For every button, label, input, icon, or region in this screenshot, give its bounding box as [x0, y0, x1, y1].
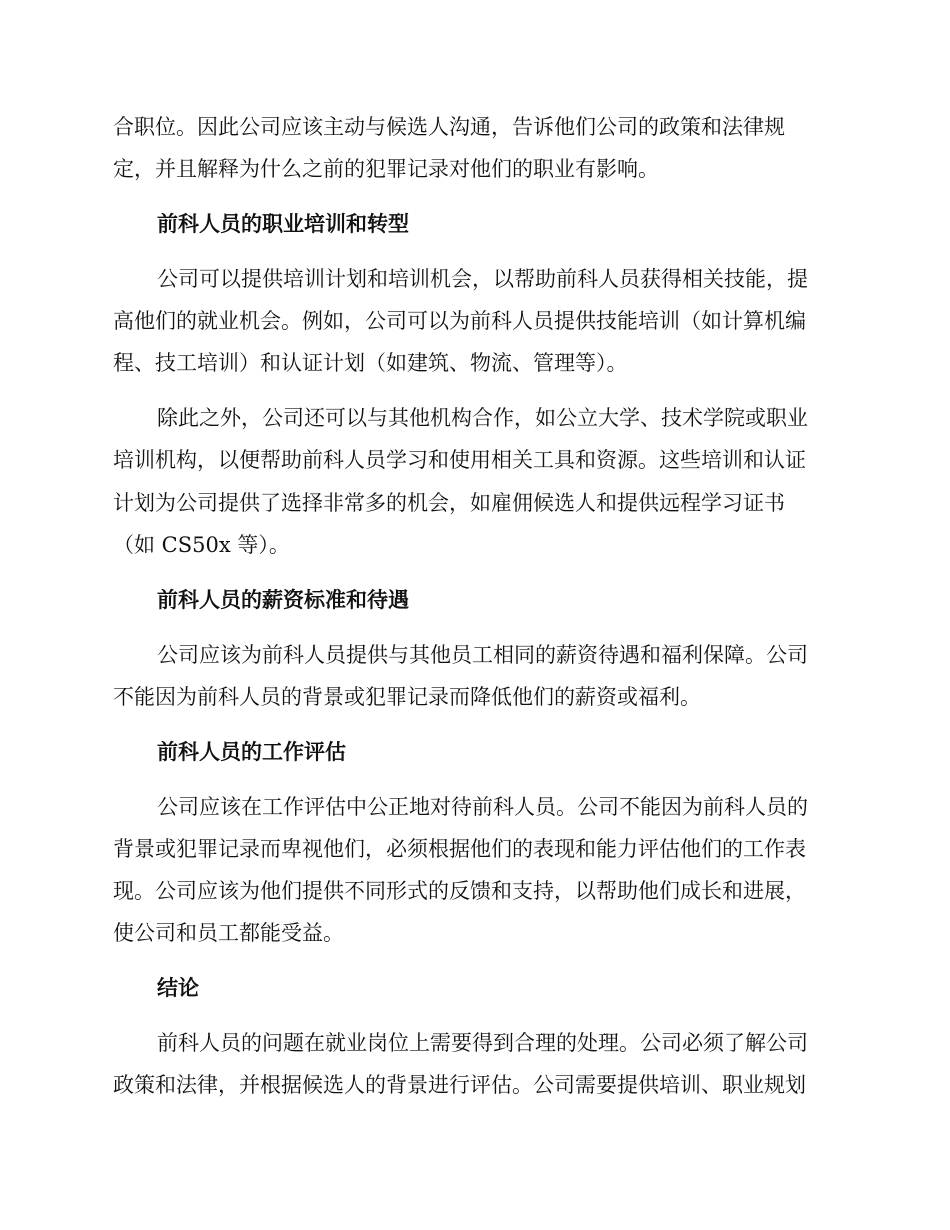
section-heading-evaluation: 前科人员的工作评估: [157, 739, 346, 764]
section-heading-training: 前科人员的职业培训和转型: [157, 211, 409, 236]
text-line: 定，并且解释为什么之前的犯罪记录对他们的职业有影响。: [113, 157, 659, 181]
text-line: 公司应该为前科人员提供与其他员工相同的薪资待遇和福利保障。公司: [157, 643, 808, 667]
text-line: 合职位。因此公司应该主动与候选人沟通，告诉他们公司的政策和法律规: [113, 115, 785, 139]
section-heading-salary: 前科人员的薪资标准和待遇: [157, 587, 409, 612]
text-line: 程、技工培训）和认证计划（如建筑、物流、管理等）。: [113, 351, 628, 375]
text-line: 现。公司应该为他们提供不同形式的反馈和支持，以帮助他们成长和进展，: [113, 879, 806, 903]
text-line: 前科人员的问题在就业岗位上需要得到合理的处理。公司必须了解公司: [157, 1031, 808, 1055]
text-line: 公司应该在工作评估中公正地对待前科人员。公司不能因为前科人员的: [157, 795, 808, 819]
text-line: （如 CS50x 等）。: [113, 533, 290, 557]
text-line: 公司可以提供培训计划和培训机会，以帮助前科人员获得相关技能，提: [157, 267, 808, 291]
section-heading-conclusion: 结论: [157, 975, 199, 1000]
text-line: 使公司和员工都能受益。: [113, 921, 344, 945]
text-line: 政策和法律，并根据候选人的背景进行评估。公司需要提供培训、职业规划: [113, 1073, 806, 1097]
text-line: 计划为公司提供了选择非常多的机会，如雇佣候选人和提供远程学习证书: [113, 491, 785, 515]
text-line: 除此之外，公司还可以与其他机构合作，如公立大学、技术学院或职业: [157, 406, 808, 430]
text-line: 不能因为前科人员的背景或犯罪记录而降低他们的薪资或福利。: [113, 685, 701, 709]
text-line: 培训机构，以便帮助前科人员学习和使用相关工具和资源。这些培训和认证: [113, 448, 806, 472]
text-line: 背景或犯罪记录而卑视他们，必须根据他们的表现和能力评估他们的工作表: [113, 837, 806, 861]
text-line: 高他们的就业机会。例如，公司可以为前科人员提供技能培训（如计算机编: [113, 309, 806, 333]
